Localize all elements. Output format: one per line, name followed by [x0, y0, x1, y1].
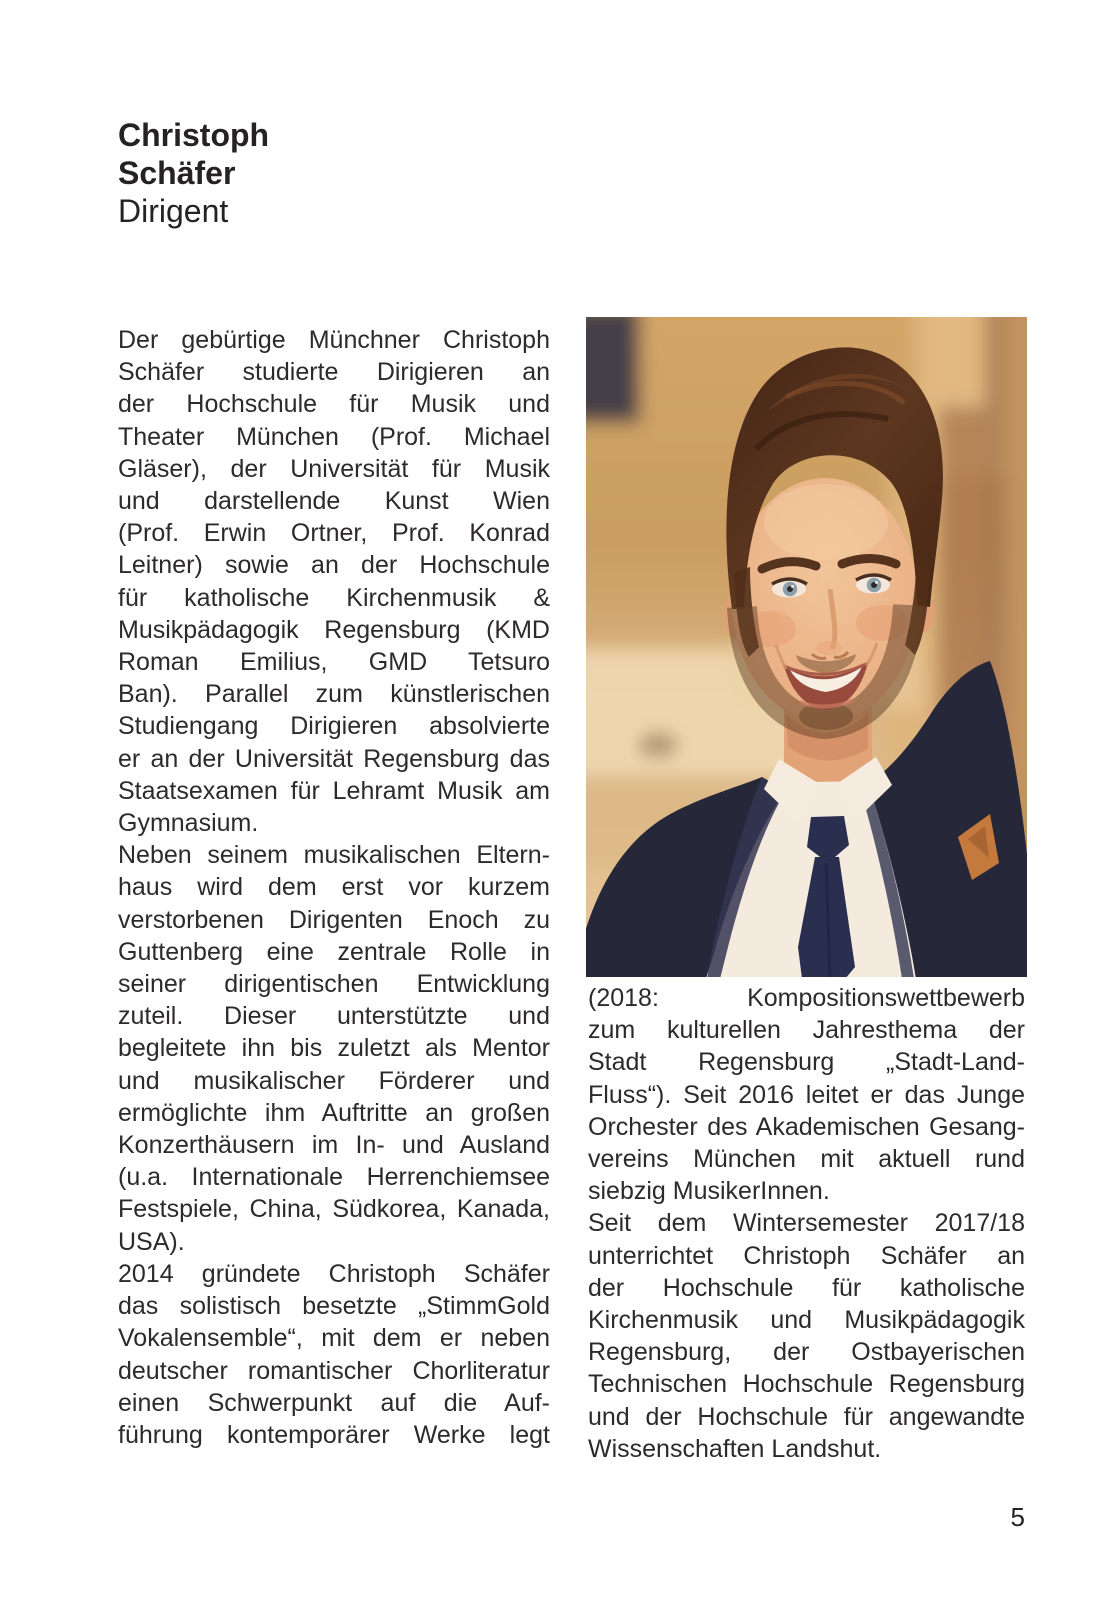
text-line: ermöglichte ihm Auftritte an großen	[118, 1098, 550, 1127]
text-line: Seit dem Wintersemester 2017/18	[588, 1209, 1025, 1238]
text-line: der Hochschule für katholische	[588, 1273, 1025, 1302]
text-line: Gläser), der Universität für Musik	[118, 454, 550, 483]
text-line: zuteil. Dieser unterstützte und	[118, 1002, 550, 1031]
text-line: Konzerthäusern im In- und Ausland	[118, 1131, 550, 1160]
text-line: vereins München mit aktuell rund	[588, 1145, 1025, 1174]
text-line: haus wird dem erst vor kurzem	[118, 873, 550, 902]
text-line: Musikpädagogik Regensburg (KMD	[118, 615, 550, 644]
text-line: deutscher romantischer Chorliteratur	[118, 1356, 550, 1385]
text-line: verstorbenen Dirigenten Enoch zu	[118, 905, 550, 934]
right-text-column	[588, 982, 1025, 1465]
text-line: Regensburg, der Ostbayerischen	[588, 1338, 1025, 1367]
text-line: Technischen Hochschule Regensburg	[588, 1370, 1025, 1399]
paragraph	[588, 982, 1025, 1207]
page-number: 5	[1010, 1502, 1025, 1532]
text-line: er an der Universität Regensburg das	[118, 744, 550, 773]
text-line: Staatsexamen für Lehramt Musik am	[118, 776, 550, 805]
text-line: für katholische Kirchenmusik &	[118, 583, 550, 612]
artist-role: Dirigent	[118, 193, 229, 229]
text-line: Studiengang Dirigieren absolvierte	[118, 712, 550, 741]
text-line: Gymnasium.	[118, 809, 259, 838]
text-line: begleitete ihn bis zuletzt als Mentor	[118, 1034, 550, 1063]
text-line: Orchester des Akademischen Gesang-	[588, 1112, 1025, 1141]
artist-first-name: Christoph	[118, 117, 270, 153]
text-line: Ban). Parallel zum künstlerischen	[118, 680, 550, 709]
photo-person	[586, 317, 1027, 977]
text-line: unterrichtet Christoph Schäfer an	[588, 1241, 1025, 1270]
artist-last-name: Schäfer	[118, 155, 236, 191]
text-line: Festspiele, China, Südkorea, Kanada,	[118, 1195, 550, 1224]
text-line: Schäfer studierte Dirigieren an	[118, 358, 550, 387]
text-line: zum kulturellen Jahresthema der	[588, 1016, 1025, 1045]
text-line: und musikalischer Förderer und	[118, 1066, 550, 1095]
paragraph	[118, 324, 550, 839]
text-line: Stadt Regensburg „Stadt-Land-	[588, 1048, 1025, 1077]
text-line: und der Hochschule für angewandte	[588, 1402, 1025, 1431]
text-line: einen Schwerpunkt auf die Auf-	[118, 1388, 550, 1417]
text-line: siebzig MusikerInnen.	[588, 1177, 830, 1206]
text-line: Fluss“). Seit 2016 leitet er das Junge	[588, 1080, 1025, 1109]
text-line: (Prof. Erwin Ortner, Prof. Konrad	[118, 519, 550, 548]
paragraph	[588, 1207, 1025, 1465]
text-line: USA).	[118, 1227, 185, 1256]
text-line: (u.a. Internationale Herrenchiemsee	[118, 1163, 550, 1192]
text-line: 2014 gründete Christoph Schäfer	[118, 1259, 550, 1288]
left-text-column	[118, 324, 550, 1451]
text-line: Kirchenmusik und Musikpädagogik	[588, 1306, 1025, 1335]
text-line: Der gebürtige Münchner Christoph	[118, 326, 550, 354]
text-line: seiner dirigentischen Entwicklung	[118, 970, 550, 999]
text-line: der Hochschule für Musik und	[118, 390, 550, 419]
text-line: Guttenberg eine zentrale Rolle in	[118, 937, 550, 966]
text-line: Neben seinem musikalischen Eltern-	[118, 841, 550, 870]
text-line: Vokalensemble“, mit dem er neben	[118, 1324, 550, 1353]
text-line: (2018: Kompositionswettbewerb	[588, 984, 1025, 1012]
text-line: und darstellende Kunst Wien	[118, 487, 550, 516]
paragraph	[118, 1258, 550, 1451]
portrait-photo	[586, 317, 1027, 977]
paragraph	[118, 839, 550, 1258]
text-line: Roman Emilius, GMD Tetsuro	[118, 648, 550, 677]
text-line: das solistisch besetzte „StimmGold	[118, 1292, 550, 1321]
artist-heading	[118, 116, 269, 230]
text-line: Wissenschaften Landshut.	[588, 1434, 882, 1463]
text-line: Theater München (Prof. Michael	[118, 422, 550, 451]
text-line: führung kontemporärer Werke legt	[118, 1420, 550, 1449]
text-line: Leitner) sowie an der Hochschule	[118, 551, 550, 580]
